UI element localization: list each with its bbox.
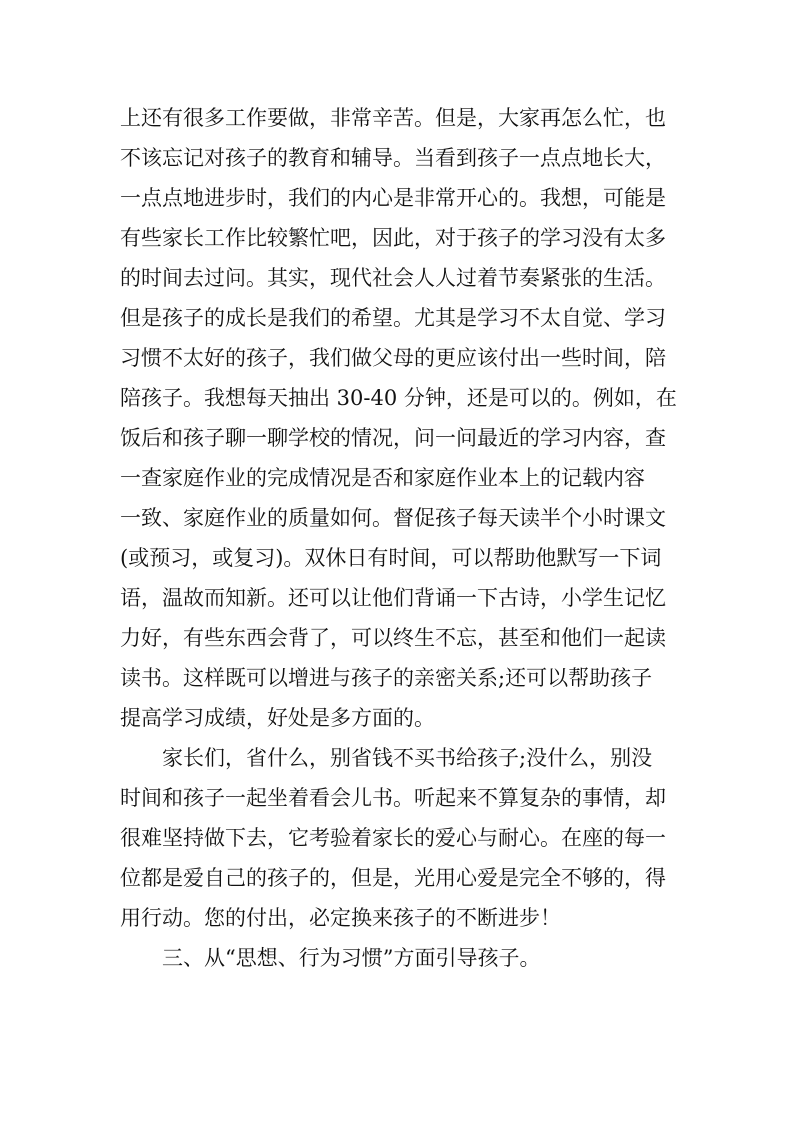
text-line: 三、从“思想、行为习惯”方面引导孩子。 (162, 946, 541, 970)
text-line: 不该忘记对孩子的教育和辅导。当看到孩子一点点地长大， (120, 146, 666, 170)
text-line: 时间和孩子一起坐着看会儿书。听起来不算复杂的事情，却 (120, 786, 666, 810)
text-line: 陪孩子。我想每天抽出 30-40 分钟，还是可以的。例如，在 (120, 386, 677, 410)
text-line: 一点点地进步时，我们的内心是非常开心的。我想，可能是 (120, 186, 666, 210)
text-line: 用行动。您的付出，必定换来孩子的不断进步！ (120, 906, 561, 930)
text-line: 但是孩子的成长是我们的希望。尤其是学习不太自觉、学习 (120, 306, 666, 330)
text-line: 语，温故而知新。还可以让他们背诵一下古诗，小学生记忆 (120, 586, 666, 610)
text-line: 有些家长工作比较繁忙吧，因此，对于孩子的学习没有太多 (120, 226, 666, 250)
text-line: 力好，有些东西会背了，可以终生不忘，甚至和他们一起读 (120, 626, 666, 650)
text-line: 很难坚持做下去，它考验着家长的爱心与耐心。在座的每一 (120, 826, 666, 850)
text-line: 习惯不太好的孩子，我们做父母的更应该付出一些时间，陪 (120, 346, 666, 370)
text-line: 提高学习成绩，好处是多方面的。 (120, 706, 435, 730)
text-line: 上还有很多工作要做，非常辛苦。但是，大家再怎么忙，也 (120, 106, 666, 130)
text-line: 饭后和孩子聊一聊学校的情况，问一问最近的学习内容，查 (120, 426, 666, 450)
text-line: 位都是爱自己的孩子的，但是，光用心爱是完全不够的，得 (120, 866, 666, 890)
text-line: 一致、家庭作业的质量如何。督促孩子每天读半个小时课文 (120, 506, 666, 530)
text-line: 读书。这样既可以增进与孩子的亲密关系;还可以帮助孩子 (120, 666, 653, 690)
text-line: 的时间去过问。其实，现代社会人人过着节奏紧张的生活。 (120, 266, 666, 290)
text-line: 家长们，省什么，别省钱不买书给孩子;没什么，别没 (162, 746, 653, 770)
text-line: (或预习，或复习)。双休日有时间，可以帮助他默写一下词 (120, 546, 662, 570)
text-line: 一查家庭作业的完成情况是否和家庭作业本上的记载内容 (120, 466, 645, 490)
